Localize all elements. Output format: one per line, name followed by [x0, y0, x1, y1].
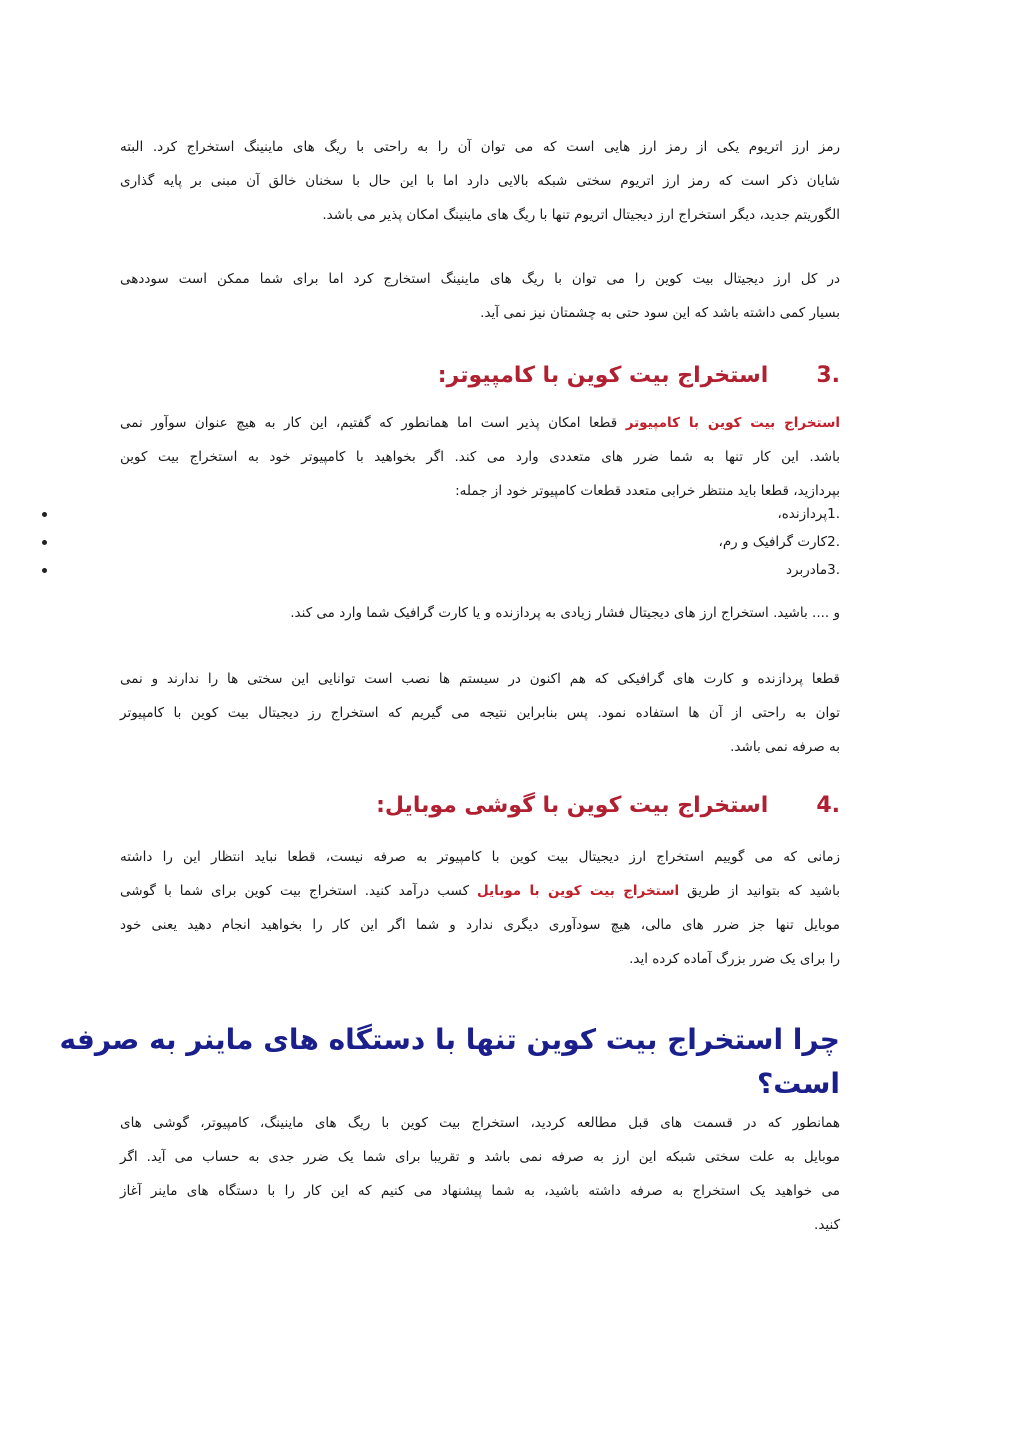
heading-miner-devices	[59, 1018, 840, 1106]
paragraph-conclusion	[120, 1106, 840, 1242]
text-line: در کل ارز دیجیتال بیت کوین را می توان با ریگ های ماینینگ استخارج کرد اما برای شما ممکن است سوددهی	[120, 271, 840, 287]
list-item	[120, 556, 840, 584]
text-line: بپردازید، قطعا باید منتظر خرابی متعدد قطعات کامپیوتر خود از جمله:	[455, 483, 840, 499]
text-line: باشد. این کار تنها به شما ضرر های متعددی وارد می کند. اگر بخواهید با کامپیوتر خود به استخراج بیت کوین	[120, 449, 840, 465]
text-line: کنید.	[814, 1217, 840, 1233]
text-line: الگوریتم جدید، دیگر استخراج ارز دیجیتال اتریوم تنها با ریگ های ماینینگ امکان پذیر می باشد.	[322, 207, 840, 223]
text-line: را برای یک ضرر بزرگ آماده کرده اید.	[629, 951, 840, 967]
list-item	[120, 500, 840, 528]
text-fragment: کسب درآمد کنید. استخراج بیت کوین برای شما با گوشی	[120, 883, 477, 899]
bullet-icon	[42, 512, 47, 517]
heading-line: است؟	[756, 1067, 840, 1100]
heading-title: استخراج بیت کوین با گوشی موبایل:	[376, 793, 769, 818]
heading-line: چرا استخراج بیت کوین تنها با دستگاه های ماینر به صرفه	[59, 1023, 840, 1056]
mobile-mining-link[interactable]: استخراج بیت کوین با موبایل	[477, 883, 680, 899]
heading-computer-mining	[120, 356, 840, 396]
text-line	[120, 874, 840, 908]
text-line: شایان ذکر است که رمز ارز اتریوم سختی شبکه بالایی دارد اما با این حال با سخنان خالق آن مبنی بر پایه گذاری	[120, 173, 840, 189]
text-line: رمز ارز اتریوم یکی از رمز ارز هایی است که می توان آن را به راحتی با ریگ های ماینینگ استخراج کرد. البته	[120, 139, 840, 155]
damaged-parts-list	[120, 500, 840, 584]
list-item	[120, 528, 840, 556]
list-item-label: .3مادربرد	[786, 562, 840, 578]
paragraph-computer-mining	[120, 406, 840, 502]
heading-title: استخراج بیت کوین با کامپیوتر:	[437, 363, 769, 388]
paragraph-pressure	[120, 596, 840, 630]
text-line: بسیار کمی داشته باشد که این سود حتی به چشمتان نیز نمی آید.	[480, 305, 840, 321]
text-line: موبایل تنها جز ضرر های مالی، هیچ سودآوری دیگری ندارد و شما اگر این کار را بخواهید انجام دهید یعنی خود	[120, 917, 840, 933]
heading-number: .3	[816, 363, 840, 388]
text-fragment: باشید که بتوانید از طریق	[679, 883, 840, 899]
bullet-icon	[42, 540, 47, 545]
text-fragment: قطعا امکان پذیر است اما همانطور که گفتیم، این کار به هیچ عنوان سوآور نمی	[120, 415, 626, 431]
paragraph-not-profitable-computer	[120, 662, 840, 764]
paragraph-bitcoin-rig	[120, 262, 840, 330]
paragraph-ethereum-mining	[120, 130, 840, 232]
heading-number: .4	[816, 793, 840, 818]
text-line: همانطور که در قسمت های قبل مطالعه کردید، استخراج بیت کوین با ریگ های ماینینگ، کامپیوتر، گوشی های	[120, 1115, 840, 1131]
text-line: به صرفه نمی باشد.	[730, 739, 840, 755]
paragraph-mobile-mining	[120, 840, 840, 976]
list-item-label: .1پردازنده،	[777, 506, 840, 522]
heading-mobile-mining	[120, 786, 840, 826]
text-line	[120, 406, 840, 440]
text-line: و .... باشید. استخراج ارز های دیجیتال فشار زیادی به پردازنده و یا کارت گرافیک شما وارد می کند.	[290, 605, 840, 621]
text-line: زمانی که می گوییم استخراج ارز دیجیتال بیت کوین با کامپیوتر به صرفه نیست، قطعا نباید انتظار این را داشته	[120, 849, 840, 865]
text-line: می خواهید یک استخراج به صرفه داشته باشید، به شما پیشنهاد می کنیم که این کار را با دستگاه های ماینر آغاز	[120, 1183, 840, 1199]
computer-mining-link[interactable]: استخراج بیت کوین با کامپیوتر	[625, 415, 840, 431]
document-page	[59, 0, 840, 1447]
bullet-icon	[42, 568, 47, 573]
text-line: توان به راحتی از آن ها استفاده نمود. پس بنابراین نتیجه می گیریم که استخراج رز دیجیتال بیت کوین با کامپیوتر	[120, 705, 840, 721]
text-line: قطعا پردازنده و کارت های گرافیکی که هم اکنون در سیستم ها نصب است توانایی این سختی ها را ندارند و نمی	[120, 671, 840, 687]
text-line: موبایل به علت سختی شبکه این ارز به صرفه نمی باشد و تقریبا برای شما یک ضرر جدی به حساب می آید. اگر	[120, 1149, 840, 1165]
list-item-label: .2کارت گرافیک و رم،	[718, 534, 840, 550]
